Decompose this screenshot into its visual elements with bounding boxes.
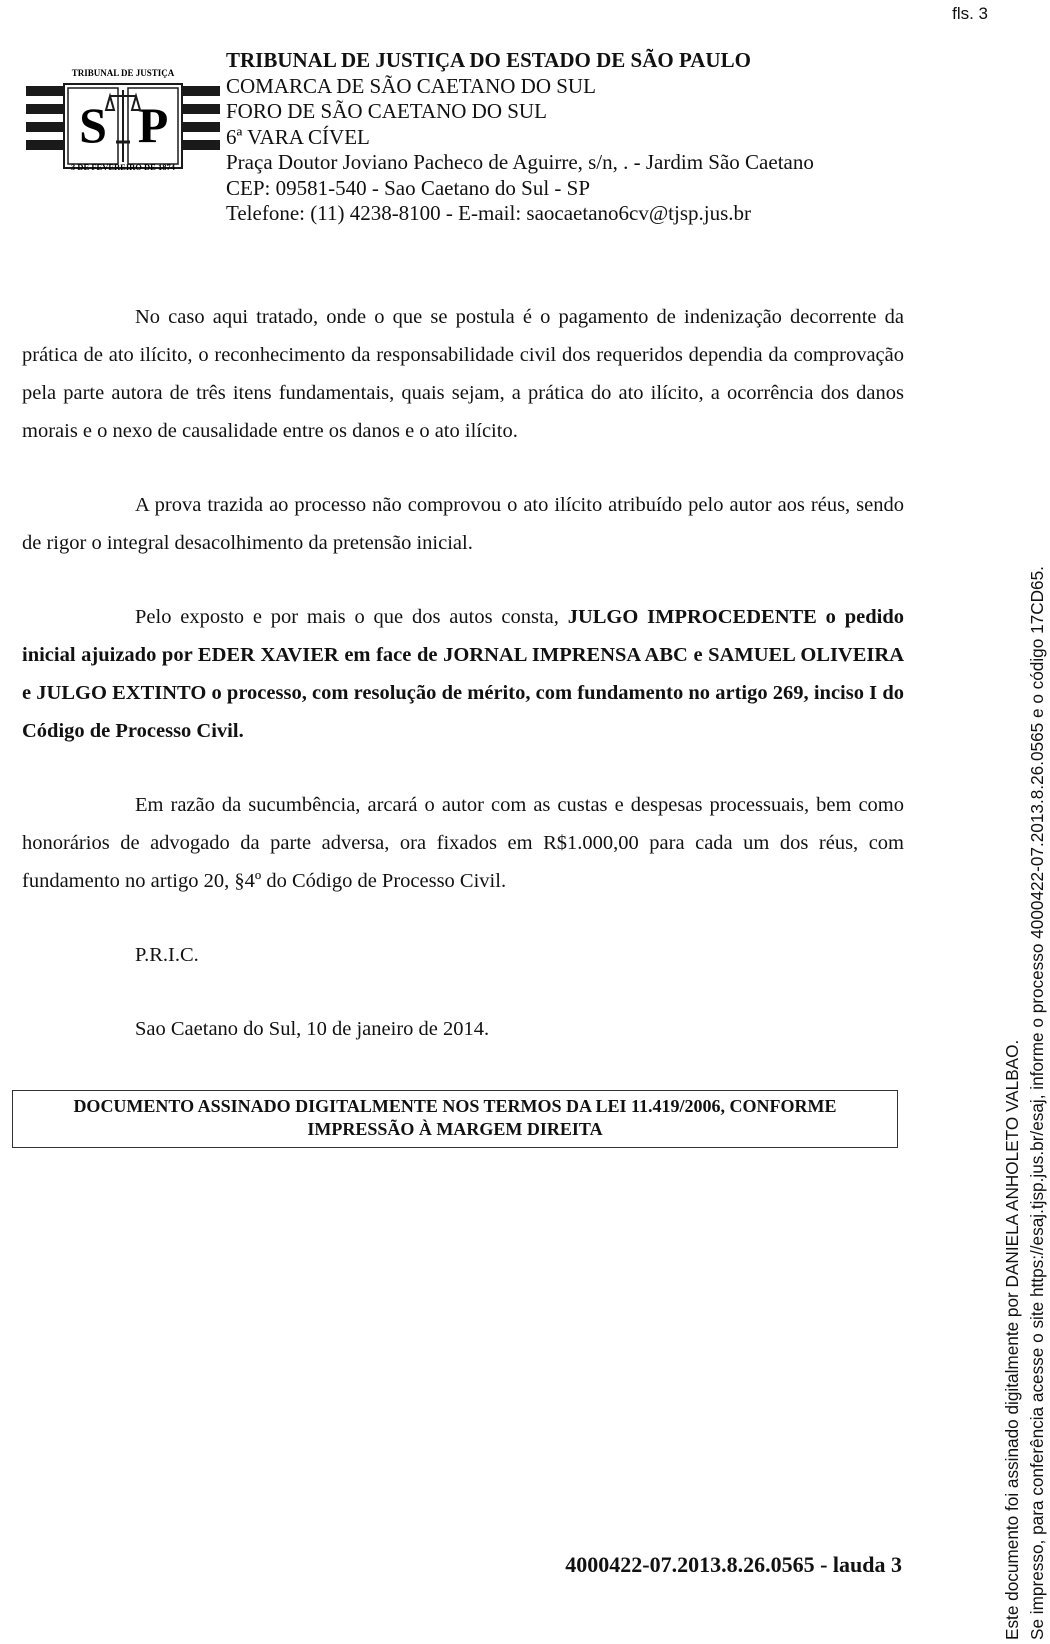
process-number-footer: 4000422-07.2013.8.26.0565 - lauda 3 xyxy=(565,1552,902,1577)
comarca-line: COMARCA DE SÃO CAETANO DO SUL xyxy=(226,73,596,98)
vara-line: 6ª VARA CÍVEL xyxy=(226,124,370,149)
signature-notice-line-2: IMPRESSÃO À MARGEM DIREITA xyxy=(307,1119,603,1139)
logo-letter-right: P xyxy=(137,97,169,153)
address-line: Praça Doutor Joviano Pacheco de Aguirre, s/n, . - Jardim São Caetano xyxy=(226,150,814,174)
court-seal-logo xyxy=(26,34,220,174)
logo-top-text: TRIBUNAL DE JUSTIÇA xyxy=(71,68,175,78)
logo-bottom-text: 3 DE FEVEREIRO DE 1874 xyxy=(71,162,175,172)
paragraph-1: No caso aqui tratado, onde o que se postula é o pagamento de indenização decorrente da prática de ato ilícito, o reconhecimento da responsabilidade civil dos requeridos dependia da comprovação pela parte autora de três itens fundamentais, quais sejam, a prática do ato ilícito, a ocorrência dos danos morais e o nexo de causalidade entre os danos e o ato ilícito. xyxy=(22,306,904,442)
signature-notice-line-1: DOCUMENTO ASSINADO DIGITALMENTE NOS TERMOS DA LEI 11.419/2006, CONFORME xyxy=(73,1096,837,1116)
digital-signature-notice xyxy=(12,1090,898,1148)
date-line: Sao Caetano do Sul, 10 de janeiro de 2014. xyxy=(135,1018,490,1040)
ruling-intro: Pelo exposto e por mais o que dos autos consta, xyxy=(135,606,568,628)
pric-line: P.R.I.C. xyxy=(135,944,199,966)
margin-line-2: Se impresso, para conferência acesse o site https://esaj.tjsp.jus.br/esaj, informe o processo 4000422-07.2013.8.26.0565 e o código 17CD65. xyxy=(1027,566,1047,1640)
margin-line-1: Este documento foi assinado digitalmente por DANIELA ANHOLETO VALBAO. xyxy=(1002,1039,1022,1640)
cep-line: CEP: 09581-540 - Sao Caetano do Sul - SP xyxy=(226,175,591,200)
ruling-decision: JULGO IMPROCEDENTE o pedido inicial ajuizado por EDER XAVIER em face de JORNAL IMPRENSA ABC e SAMUEL OLIVEIRA e JULGO EXTINTO o processo, com resolução de mérito, com fundamento no artigo 269, inciso I do Código de Processo Civil. xyxy=(22,606,904,742)
court-header xyxy=(226,48,814,227)
logo-letter-left: S xyxy=(79,97,107,153)
margin-signature-text xyxy=(1000,566,1050,1640)
paragraph-ruling xyxy=(22,598,904,750)
paragraph-2: A prova trazida ao processo não comprovou o ato ilícito atribuído pelo autor aos réus, sendo de rigor o integral desacolhimento da pretensão inicial. xyxy=(22,494,904,554)
foro-line: FORO DE SÃO CAETANO DO SUL xyxy=(226,99,547,123)
document-body xyxy=(22,298,904,1084)
page-marker: fls. 3 xyxy=(952,4,988,23)
court-title: TRIBUNAL DE JUSTIÇA DO ESTADO DE SÃO PAULO xyxy=(226,48,751,72)
contact-line: Telefone: (11) 4238-8100 - E-mail: saocaetano6cv@tjsp.jus.br xyxy=(226,201,752,225)
paragraph-costs: Em razão da sucumbência, arcará o autor com as custas e despesas processuais, bem como honorários de advogado da parte adversa, ora fixados em R$1.000,00 para cada um dos réus, com fundamento no artigo 20, §4º do Código de Processo Civil. xyxy=(22,794,904,892)
